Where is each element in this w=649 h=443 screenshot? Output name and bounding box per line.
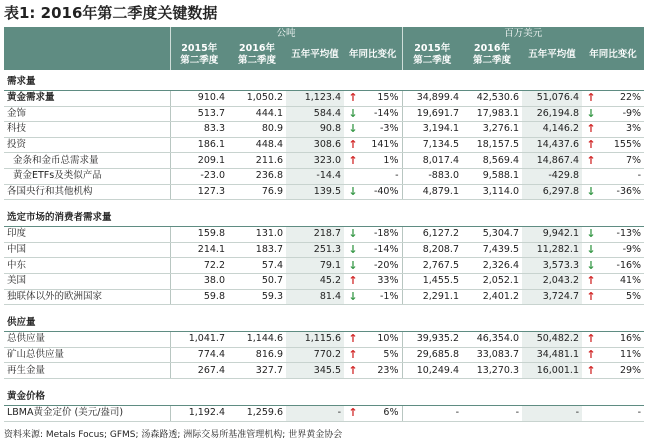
usd-value: 3,573.3 (522, 258, 582, 274)
tonnes-change: -20% (362, 258, 402, 274)
usd-value: 9,588.1 (462, 168, 522, 184)
usd-change: -9% (600, 106, 644, 122)
tonnes-value: 214.1 (170, 242, 228, 258)
tonnes-value: 159.8 (170, 227, 228, 243)
usd-value: - (402, 405, 462, 421)
tonnes-change: 6% (362, 405, 402, 421)
tonnes-change: 10% (362, 332, 402, 348)
tonnes-value: 251.3 (286, 242, 344, 258)
usd-value: -429.8 (522, 168, 582, 184)
tonnes-value: - (286, 405, 344, 421)
tonnes-value: 770.2 (286, 347, 344, 363)
table-row (4, 137, 644, 153)
tonnes-value: 1,050.2 (228, 91, 286, 107)
usd-arrow-blank (582, 405, 600, 421)
usd-value: 11,282.1 (522, 242, 582, 258)
usd-value: 46,354.0 (462, 332, 522, 348)
usd-change: 155% (600, 137, 644, 153)
table-row (4, 347, 644, 363)
tonnes-value: 127.3 (170, 184, 228, 200)
usd-value: 5,304.7 (462, 227, 522, 243)
arrow-down-icon: ↓ (344, 227, 362, 243)
usd-value: 4,146.2 (522, 122, 582, 138)
arrow-up-icon: ↑ (344, 332, 362, 348)
row-label: 黄金需求量 (4, 91, 170, 107)
usd-value: 8,569.4 (462, 153, 522, 169)
tonnes-change: -14% (362, 242, 402, 258)
group-header-usd: 百万美元 (402, 27, 644, 40)
usd-value: 2,326.4 (462, 258, 522, 274)
tonnes-change: - (362, 168, 402, 184)
table-row (4, 363, 644, 379)
usd-value: 2,401.2 (462, 289, 522, 305)
usd-value: 3,194.1 (402, 122, 462, 138)
table-row (4, 242, 644, 258)
usd-change: -36% (600, 184, 644, 200)
tonnes-value: 79.1 (286, 258, 344, 274)
arrow-down-icon: ↓ (582, 242, 600, 258)
arrow-up-icon: ↑ (582, 273, 600, 289)
arrow-down-icon: ↓ (344, 242, 362, 258)
row-label: 美国 (4, 273, 170, 289)
usd-value: 26,194.8 (522, 106, 582, 122)
tonnes-change: 15% (362, 91, 402, 107)
usd-value: 1,455.5 (402, 273, 462, 289)
table-row (4, 184, 644, 200)
tonnes-value: 444.1 (228, 106, 286, 122)
usd-value: 18,157.5 (462, 137, 522, 153)
usd-value: 3,724.7 (522, 289, 582, 305)
usd-arrow-blank (582, 168, 600, 184)
usd-value: 42,530.6 (462, 91, 522, 107)
usd-value: 7,439.5 (462, 242, 522, 258)
row-label: 各国央行和其他机构 (4, 184, 170, 200)
usd-value: 8,017.4 (402, 153, 462, 169)
arrow-down-icon: ↓ (344, 289, 362, 305)
tonnes-value: 211.6 (228, 153, 286, 169)
tonnes-value: 50.7 (228, 273, 286, 289)
usd-value: - (462, 405, 522, 421)
usd-change: 41% (600, 273, 644, 289)
tonnes-change: 1% (362, 153, 402, 169)
row-label: 金条和金币总需求量 (4, 153, 170, 169)
tonnes-value: 90.8 (286, 122, 344, 138)
tonnes-value: 131.0 (228, 227, 286, 243)
tonnes-change: 141% (362, 137, 402, 153)
column-header-usd-yoy-change: 年同比变化 (582, 40, 644, 70)
tonnes-change: -14% (362, 106, 402, 122)
row-label: 再生金量 (4, 363, 170, 379)
tonnes-value: 513.7 (170, 106, 228, 122)
arrow-down-icon: ↓ (344, 258, 362, 274)
tonnes-value: 345.5 (286, 363, 344, 379)
table-row (4, 153, 644, 169)
usd-change: 11% (600, 347, 644, 363)
tonnes-value: 209.1 (170, 153, 228, 169)
arrow-up-icon: ↑ (582, 363, 600, 379)
tonnes-value: -23.0 (170, 168, 228, 184)
tonnes-value: 72.2 (170, 258, 228, 274)
usd-value: 2,291.1 (402, 289, 462, 305)
arrow-up-icon: ↑ (344, 91, 362, 107)
row-label: 总供应量 (4, 332, 170, 348)
arrow-up-icon: ↑ (582, 137, 600, 153)
column-header-tonnes-yoy-change: 年同比变化 (344, 40, 402, 70)
column-header-usd-five-year-avg: 五年平均值 (522, 40, 582, 70)
table-row (4, 106, 644, 122)
usd-change: -9% (600, 242, 644, 258)
tonnes-arrow-blank (344, 168, 362, 184)
arrow-down-icon: ↓ (582, 258, 600, 274)
tonnes-value: 1,192.4 (170, 405, 228, 421)
row-label: 科技 (4, 122, 170, 138)
column-header-usd-q2-2015: 2015年 第二季度 (402, 40, 462, 70)
usd-value: 3,114.0 (462, 184, 522, 200)
table-row (4, 405, 644, 421)
column-header-tonnes-q2-2016: 2016年 第二季度 (228, 40, 286, 70)
tonnes-value: 584.4 (286, 106, 344, 122)
usd-value: -883.0 (402, 168, 462, 184)
tonnes-change: 5% (362, 347, 402, 363)
usd-value: 2,043.2 (522, 273, 582, 289)
usd-value: 10,249.4 (402, 363, 462, 379)
usd-value: 19,691.7 (402, 106, 462, 122)
table-row (4, 91, 644, 107)
group-header-row (4, 27, 644, 40)
arrow-up-icon: ↑ (582, 153, 600, 169)
tonnes-value: 76.9 (228, 184, 286, 200)
row-label: LBMA黄金定价 (美元/盎司) (4, 405, 170, 421)
usd-change: 22% (600, 91, 644, 107)
usd-change: - (600, 405, 644, 421)
tonnes-change: 33% (362, 273, 402, 289)
arrow-down-icon: ↓ (344, 106, 362, 122)
tonnes-value: 910.4 (170, 91, 228, 107)
arrow-down-icon: ↓ (582, 106, 600, 122)
row-label: 投资 (4, 137, 170, 153)
tonnes-value: 1,259.6 (228, 405, 286, 421)
tonnes-value: 448.4 (228, 137, 286, 153)
tonnes-value: 1,123.4 (286, 91, 344, 107)
arrow-up-icon: ↑ (582, 289, 600, 305)
tonnes-value: 59.3 (228, 289, 286, 305)
section-heading-row (4, 311, 644, 332)
tonnes-value: 80.9 (228, 122, 286, 138)
tonnes-value: 81.4 (286, 289, 344, 305)
tonnes-value: 1,144.6 (228, 332, 286, 348)
usd-value: 2,052.1 (462, 273, 522, 289)
usd-value: 39,935.2 (402, 332, 462, 348)
tonnes-value: 1,041.7 (170, 332, 228, 348)
table-row (4, 258, 644, 274)
section-heading: 需求量 (4, 70, 644, 91)
usd-value: 34,899.4 (402, 91, 462, 107)
table-row (4, 168, 644, 184)
section-heading: 黄金价格 (4, 385, 644, 406)
section-heading: 选定市场的消费者需求量 (4, 206, 644, 227)
tonnes-value: 45.2 (286, 273, 344, 289)
tonnes-value: 327.7 (228, 363, 286, 379)
usd-value: 14,867.4 (522, 153, 582, 169)
column-header-tonnes-q2-2015: 2015年 第二季度 (170, 40, 228, 70)
section-heading-row (4, 70, 644, 91)
usd-value: 13,270.3 (462, 363, 522, 379)
usd-value: 8,208.7 (402, 242, 462, 258)
arrow-up-icon: ↑ (582, 122, 600, 138)
usd-value: 3,276.1 (462, 122, 522, 138)
arrow-down-icon: ↓ (344, 122, 362, 138)
usd-change: - (600, 168, 644, 184)
tonnes-value: 1,115.6 (286, 332, 344, 348)
tonnes-value: 323.0 (286, 153, 344, 169)
tonnes-change: 23% (362, 363, 402, 379)
usd-change: 3% (600, 122, 644, 138)
row-label: 矿山总供应量 (4, 347, 170, 363)
tonnes-value: 38.0 (170, 273, 228, 289)
row-label: 金饰 (4, 106, 170, 122)
tonnes-value: 218.7 (286, 227, 344, 243)
arrow-down-icon: ↓ (582, 184, 600, 200)
arrow-up-icon: ↑ (344, 137, 362, 153)
row-label: 中东 (4, 258, 170, 274)
section-heading: 供应量 (4, 311, 644, 332)
table-row (4, 332, 644, 348)
row-label: 独联体以外的欧洲国家 (4, 289, 170, 305)
usd-value: 7,134.5 (402, 137, 462, 153)
table-row (4, 122, 644, 138)
column-header-row (4, 40, 644, 70)
column-header-blank (4, 40, 170, 70)
group-header-tonnes: 公吨 (170, 27, 402, 40)
key-data-table (4, 27, 644, 422)
tonnes-value: 139.5 (286, 184, 344, 200)
tonnes-value: 183.7 (228, 242, 286, 258)
tonnes-value: 59.8 (170, 289, 228, 305)
section-heading-row (4, 206, 644, 227)
usd-change: 16% (600, 332, 644, 348)
table-title: 表1: 2016年第二季度关键数据 (4, 4, 218, 22)
usd-value: 4,879.1 (402, 184, 462, 200)
tonnes-value: 186.1 (170, 137, 228, 153)
arrow-up-icon: ↑ (582, 332, 600, 348)
usd-value: 9,942.1 (522, 227, 582, 243)
arrow-up-icon: ↑ (344, 363, 362, 379)
column-header-tonnes-five-year-avg: 五年平均值 (286, 40, 344, 70)
table-row (4, 273, 644, 289)
arrow-up-icon: ↑ (344, 273, 362, 289)
tonnes-change: -1% (362, 289, 402, 305)
usd-change: -13% (600, 227, 644, 243)
table-row (4, 289, 644, 305)
usd-value: 16,001.1 (522, 363, 582, 379)
tonnes-change: -40% (362, 184, 402, 200)
tonnes-value: 267.4 (170, 363, 228, 379)
usd-value: 6,297.8 (522, 184, 582, 200)
usd-value: 51,076.4 (522, 91, 582, 107)
usd-value: - (522, 405, 582, 421)
arrow-down-icon: ↓ (344, 184, 362, 200)
usd-value: 17,983.1 (462, 106, 522, 122)
arrow-up-icon: ↑ (344, 153, 362, 169)
usd-value: 2,767.5 (402, 258, 462, 274)
usd-value: 34,481.1 (522, 347, 582, 363)
usd-change: -16% (600, 258, 644, 274)
column-header-usd-q2-2016: 2016年 第二季度 (462, 40, 522, 70)
usd-value: 14,437.6 (522, 137, 582, 153)
arrow-up-icon: ↑ (344, 347, 362, 363)
usd-change: 29% (600, 363, 644, 379)
tonnes-value: 308.6 (286, 137, 344, 153)
source-note: 资料来源: Metals Focus; GFMS; 汤森路透; 洲际交易所基准管理机构; 世界黄金协会 (4, 430, 343, 440)
tonnes-value: 57.4 (228, 258, 286, 274)
usd-value: 6,127.2 (402, 227, 462, 243)
arrow-up-icon: ↑ (582, 347, 600, 363)
tonnes-value: 83.3 (170, 122, 228, 138)
usd-change: 5% (600, 289, 644, 305)
group-header-blank (4, 27, 170, 40)
section-heading-row (4, 385, 644, 406)
tonnes-value: 816.9 (228, 347, 286, 363)
arrow-up-icon: ↑ (582, 91, 600, 107)
tonnes-value: 236.8 (228, 168, 286, 184)
tonnes-value: -14.4 (286, 168, 344, 184)
usd-value: 33,083.7 (462, 347, 522, 363)
row-label: 黄金ETFs及类似产品 (4, 168, 170, 184)
row-label: 印度 (4, 227, 170, 243)
usd-change: 7% (600, 153, 644, 169)
table-row (4, 227, 644, 243)
usd-value: 50,482.2 (522, 332, 582, 348)
arrow-up-icon: ↑ (344, 405, 362, 421)
arrow-down-icon: ↓ (582, 227, 600, 243)
tonnes-change: -18% (362, 227, 402, 243)
usd-value: 29,685.8 (402, 347, 462, 363)
tonnes-change: -3% (362, 122, 402, 138)
tonnes-value: 774.4 (170, 347, 228, 363)
row-label: 中国 (4, 242, 170, 258)
